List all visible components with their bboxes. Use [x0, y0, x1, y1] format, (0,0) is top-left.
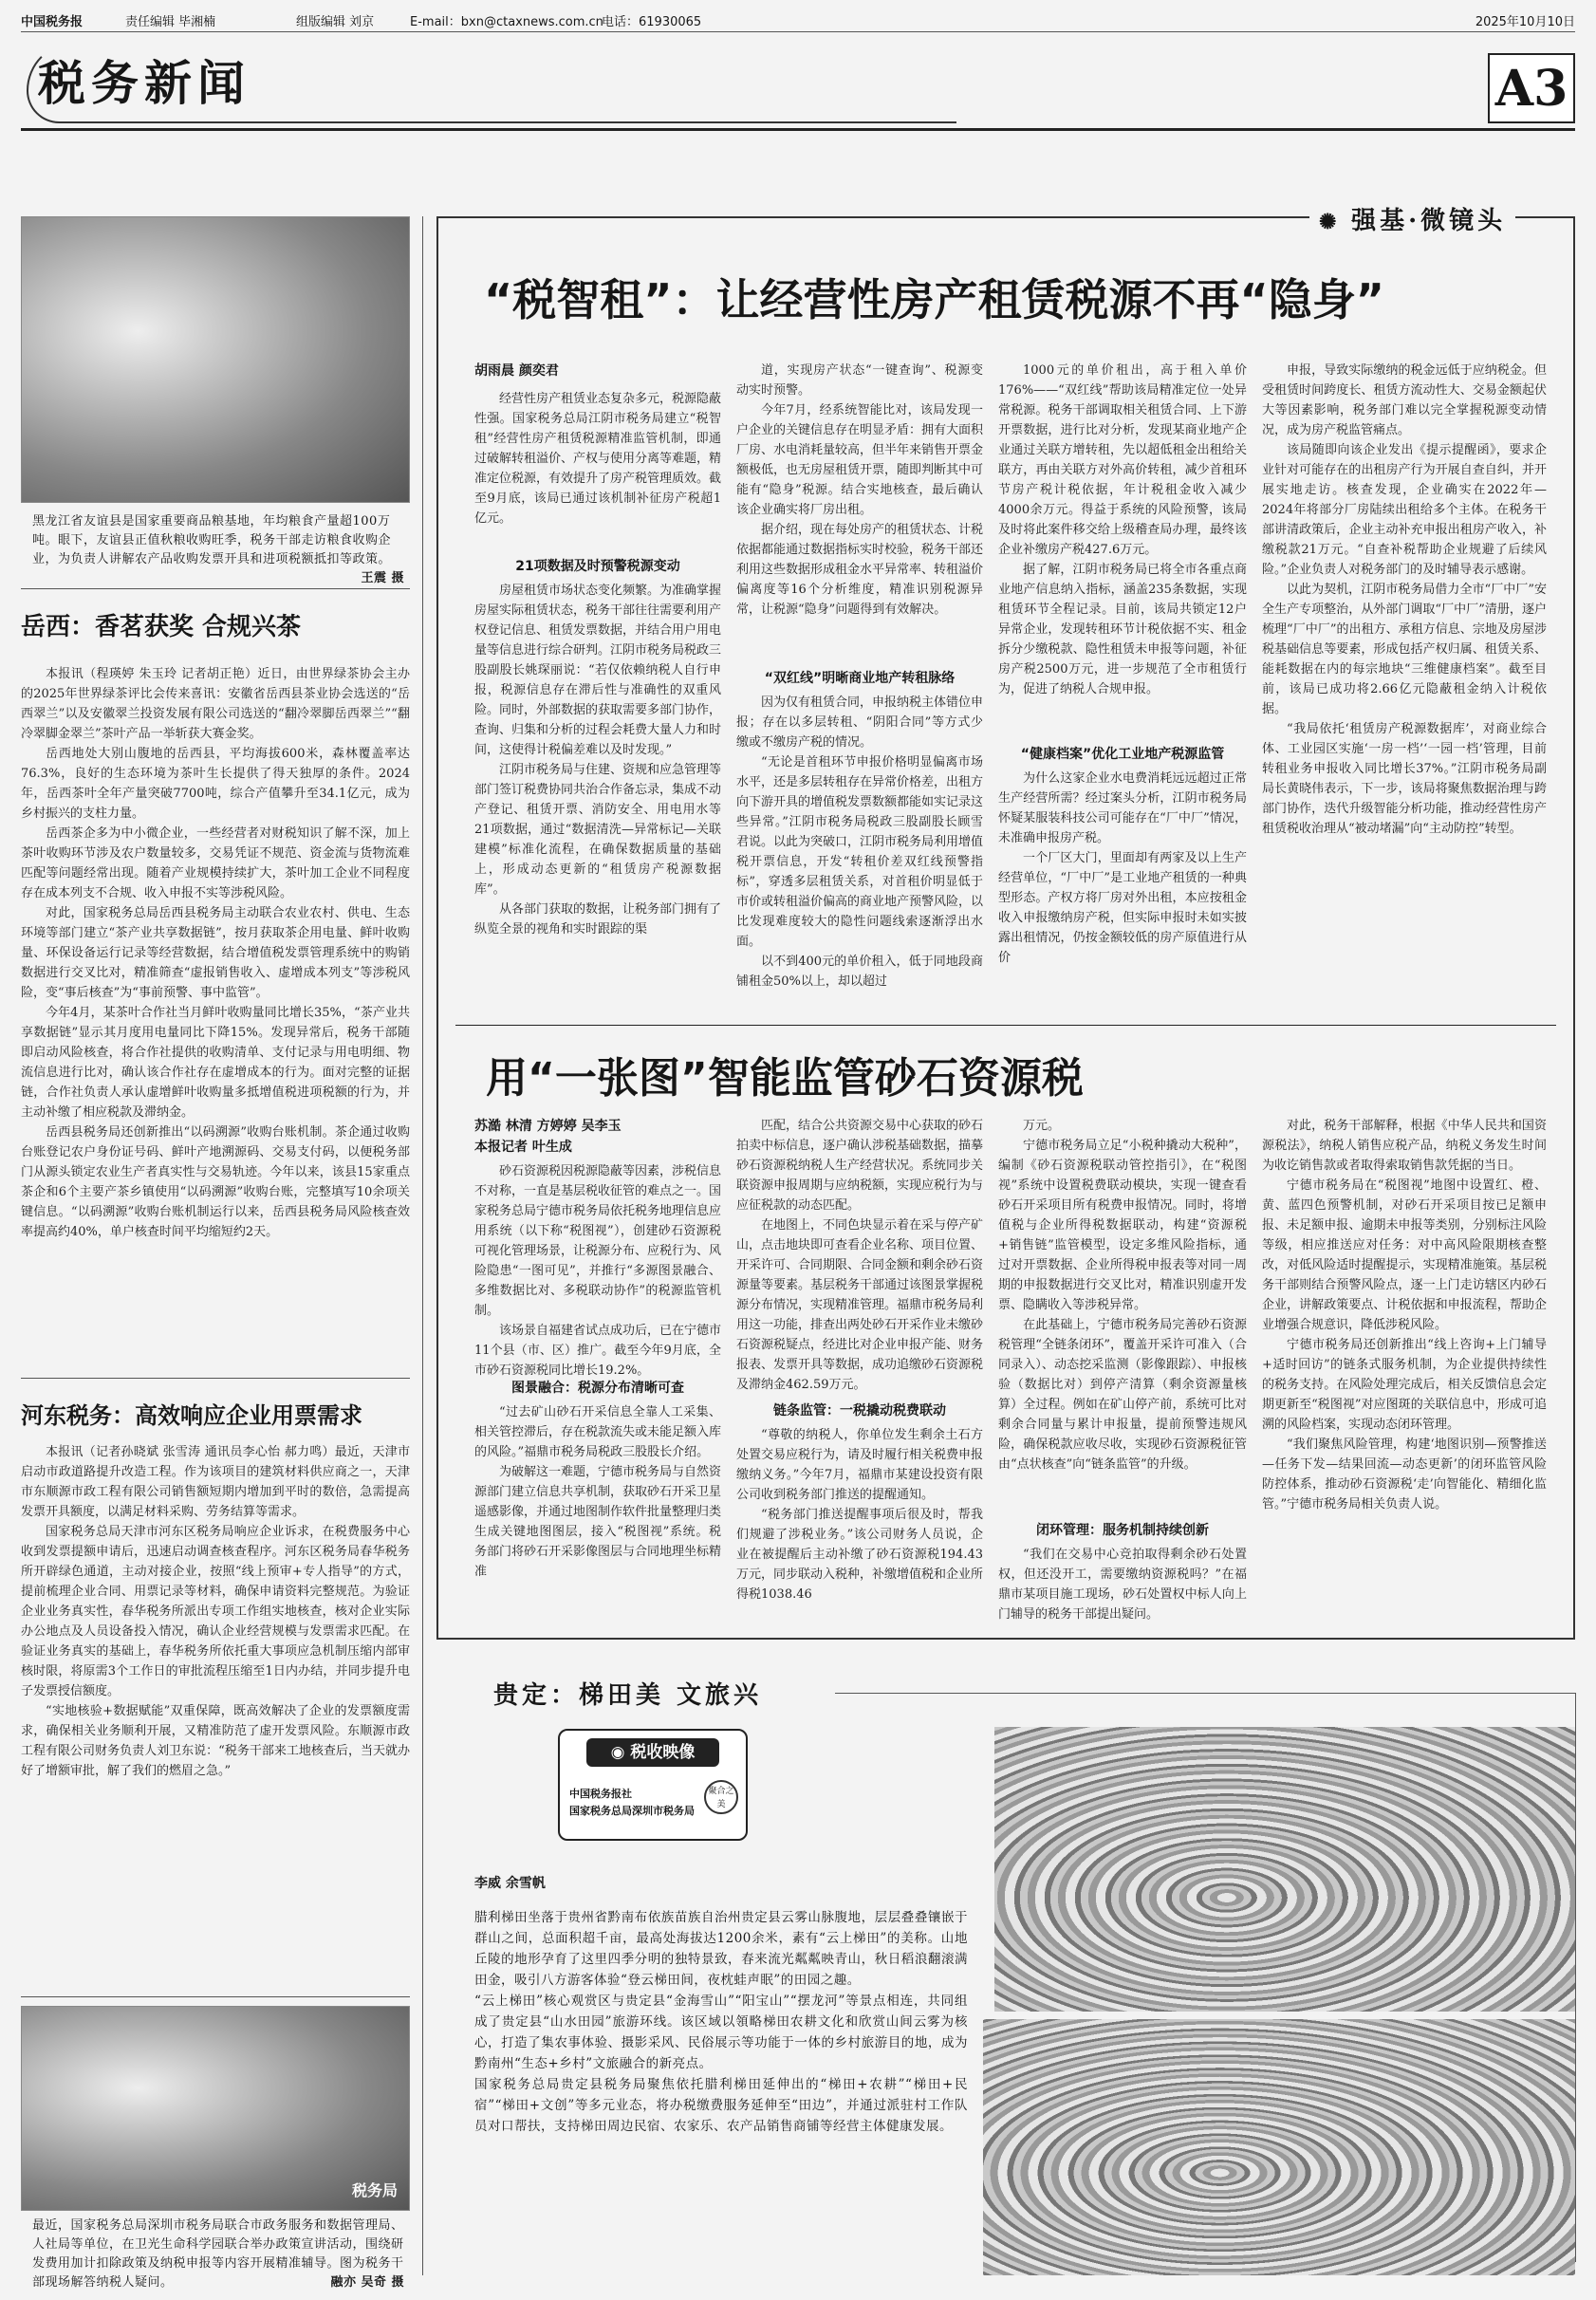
- a3-col1-text: 经营性房产租赁业态复杂多元，税源隐蔽性强。国家税务总局江阴市税务局建立“税智租”经营性房产租赁税源精准监管机制，即通过破解转租溢价、产权与使用分离等难题，精准定位税源，有效提升了房产税管理质效。截至9月底，该局已通过该机制补征房产税超1亿元。: [474, 392, 722, 526]
- photo2-credit: 融亦 吴奇 摄: [330, 2275, 404, 2290]
- paragraph: “过去矿山砂石开采信息全靠人工采集、相关管控滞后，存在税款流失或未能足额入库的风险。”福鼎市税务局税政三股股长介绍。: [474, 1405, 722, 1459]
- paragraph: 以此为契机，江阴市税务局借力全市“厂中厂”安全生产专项整治，从外部门调取“厂中厂”清册，逐户梳理“厂中厂”的出租方、承租方信息、宗地及房屋涉税基础信息等要素，形成包括产权归属、租赁关系、能耗数据在内的每宗地块“三维健康档案”。截至目前，该局已成功将2.66亿元隐蔽租金纳入计税依据。: [1262, 583, 1547, 716]
- tax-bureau-sign: 税务局: [351, 2181, 398, 2199]
- article2-body: [21, 1442, 410, 1993]
- paragraph: 因为仅有租赁合同，申报纳税主体错位申报；存在以多层转租、“阴阳合同”等方式少缴或不缴房产税的情况。: [736, 696, 984, 750]
- paragraph: “实地核验+数据赋能”双重保障，既高效解决了企业的发票额度需求，确保相关业务顺利开展，又精准防范了虚开发票风险。东顺源市政工程有限公司财务负责人刘卫东说：“税务干部来工地核查后，当天就办好了增额审批，解了我们的燃眉之急。”: [21, 1704, 410, 1778]
- paragraph: “无论是首租环节申报价格明显偏离市场水平，还是多层转租存在异常价格差，出租方向下游开具的增值税发票数额都能如实记录这些异常。”江阴市税务局税政三股副股长顾雪君说。以此为突破口，江阴市税务局利用增值税开票信息，开发“转租价差双红线预警指标”，穿透多层租赁关系，对首租价明显低于市价或转租溢价偏高的商业地产预警风险，以比发现难度较大的隐性问题线索逐渐浮出水面。: [736, 755, 984, 949]
- paragraph: 本报讯（记者孙晓斌 张雪涛 通讯员李心怡 郝力鸣）最近，天津市启动市政道路提升改造工程。作为该项目的建筑材料供应商之一，天津市东顺源市政工程有限公司销售额短期内增加到平时的数倍，急需提高发票开具额度，以满足材料采购、劳务结算等需求。: [21, 1445, 410, 1519]
- article4-title: 用“一张图”智能监管砂石资源税: [486, 1054, 1084, 1103]
- article4-byline-1: 苏澔 林清 方婷婷 吴李玉: [474, 1119, 622, 1134]
- photo1-caption: 黑龙江省友谊县是国家重要商品粮基地，年均粮食产量超100万吨。眼下，友谊县正值秋粮收购旺季，税务干部走访粮食收购企业，为负责人讲解农产品收购发票开具和进项税额抵扣等政策。 王震 摄: [32, 512, 404, 588]
- article1-body: [21, 664, 410, 1374]
- a3-subhead-2: “双红线”明晰商业地产转租脉络: [764, 671, 956, 686]
- terrace-photo-lower: [983, 2019, 1575, 2275]
- paragraph: 对此，国家税务总局岳西县税务局主动联合农业农村、供电、生态环境等部门建立“茶产业共享数据链”，按月获取茶企用电量、鲜叶收购量、环保设备运行记录等经营数据，结合增值税发票管理系统中的购销数据进行交叉比对，精准筛查“虚报销售收入、虚增成本列支”等涉税风险，变“事后核查”为“事前预警、事中监管”。: [21, 906, 410, 1000]
- brand-sub-1: 中国税务报社: [569, 1788, 632, 1800]
- photo-byline: 李威 余雪帆: [474, 1876, 546, 1891]
- paragraph: 万元。: [1023, 1119, 1061, 1133]
- paragraph: “我局依托‘租赁房产税源数据库’，对商业综合体、工业园区实施‘一房一档’‘一园一档’管理，目前转租业务申报收入同比增长37%。”江阴市税务局副局长黄晓伟表示，下一步，该局将聚焦数据治理与跨部门协作，迭代升级智能分析功能，推动经营性房产租赁税收治理从“被动堵漏”向“主动防控”转型。: [1262, 722, 1547, 836]
- a4-col3b-text: [998, 1545, 1247, 1621]
- a4-subhead-1: 图景融合：税源分布清晰可查: [511, 1381, 684, 1396]
- a4-col2-text: [736, 1116, 983, 1397]
- issue-date: 2025年10月10日: [1475, 15, 1575, 29]
- paragraph: 岳西地处大别山腹地的岳西县，平均海拔600米，森林覆盖率达76.3%，良好的生态环境为茶叶生长提供了得天独厚的条件。2024年，岳西茶叶全年产量突破7700吨，综合产值攀升至34.1亿元，成为乡村振兴的支柱力量。: [21, 747, 410, 821]
- paragraph: 本报讯（程瑛婷 朱玉玲 记者胡正艳）近日，由世界绿茶协会主办的2025年世界绿茶评比会传来喜讯：安徽省岳西县茶业协会选送的“岳西翠兰”以及安徽翠兰投资发展有限公司选送的“翻冷翠脚岳西翠兰”“翻冷翠脚金翠兰”茶叶产品一举斩获大赛金奖。: [21, 667, 410, 741]
- paragraph: 该场景自福建省试点成功后，已在宁德市11个县（市、区）推广。截至今年9月底，全市砂石资源税同比增长19.2%。: [474, 1324, 722, 1378]
- policy-briefing-photo: [21, 2006, 410, 2211]
- paragraph: 岳西茶企多为中小微企业，一些经营者对财税知识了解不深，加上茶叶收购环节涉及农户数量较多，交易凭证不规范、资金流与货物流难匹配等问题经常出现。随着产业规模持续扩大，茶叶加工企业不同程度存在成本列支不合规、收入申报不实等涉税风险。: [21, 826, 410, 900]
- paragraph: 据了解，江阴市税务局已将全市各重点商业地产信息纳入指标，涵盖235条数据，实现租赁环节全程记录。目前，该局共锁定12户异常企业，发现转租环节计税依据不实、租金拆分少缴税款、隐性租赁未申报等问题，补征房产税2500万元，进一步规范了全市租赁行为，促进了纳税人合规申报。: [998, 563, 1247, 696]
- paragraph: “我们聚焦风险管理，构建‘地图识别—预警推送—任务下发—结果回流—动态更新’的闭环监管风险防控体系，推动砂石资源税‘走’向智能化、精细化监管。”宁德市税务局相关负责人说。: [1262, 1438, 1547, 1512]
- paragraph: “我们在交易中心竞拍取得剩余砂石处置权，但还没开工，需要缴纳资源税吗？”在福鼎市某项目施工现场，砂石处置权中标人向上门辅导的税务干部提出疑问。: [998, 1548, 1247, 1622]
- paragraph: 今年7月，经系统智能比对，该局发现一户企业的关键信息存在明显矛盾：拥有大面积厂房、水电消耗量较高，但半年来销售开票金额极低，也无房屋租赁开票，随即判断其中可能有“隐身”税源。结合实地核查，最后确认该企业确实将厂房出租。: [736, 403, 984, 517]
- paragraph: 申报，导致实际缴纳的税金远低于应纳税金。但受租赁时间跨度长、租赁方流动性大、交易金额起伏大等因素影响，税务部门难以完全掌握税源变动情况，成为房产税监管痛点。: [1262, 363, 1547, 437]
- paragraph: 从各部门获取的数据，让税务部门拥有了纵览全景的视角和实时跟踪的渠: [474, 902, 722, 937]
- article1-title: 岳西：香茗获奖 合规兴茶: [21, 613, 302, 641]
- paragraph: 匹配，结合公共资源交易中心获取的砂石拍卖中标信息，逐户确认涉税基础数据，描摹砂石资源税纳税人生产经营状况。系统同步关联资源申报周期与应纳税额，实现应税行为与应征税款的动态匹配。: [736, 1119, 984, 1213]
- paragraph: 国家税务总局贵定县税务局聚焦依托腊利梯田延伸出的“梯田+农耕”“梯田+民宿”“梯田+文创”等多元业态，将办税缴费服务延伸至“田边”，并通过派驻村工作队员对口帮扶，支持梯田周边民宿、农家乐、农产品销售商铺等经营主体健康发展。: [474, 2077, 968, 2134]
- article4-byline-2: 本报记者 叶生成: [474, 1140, 572, 1155]
- masthead: [21, 36, 1575, 131]
- paragraph: 在此基础上，宁德市税务局完善砂石资源税管理“全链条闭环”，覆盖开采许可准入（合同录入）、动态挖采监测（影像跟踪）、申报核验（数据比对）到停产清算（剩余资源量核算）全过程。例如在矿山停产前，系统可比对剩余合同量与累计申报量，提前预警违规风险，确保税款应收尽收，实现砂石资源税征管由“点状核查”向“链条监管”的升级。: [998, 1318, 1247, 1472]
- terrace-caption: [474, 1907, 968, 2268]
- paragraph: 该局随即向该企业发出《提示提醒函》，要求企业针对可能存在的出租房产行为开展自查自纠，并开展实地走访。核查发现，企业确实在2022年—2024年将部分厂房陆续出租给多个主体。在税务干部讲清政策后，企业主动补充申报出租房产收入，补缴税款21万元。“自查补税帮助企业规避了后续风险。”企业负责人对税务部门的及时辅导表示感谢。: [1262, 443, 1547, 577]
- paragraph: 为什么这家企业水电费消耗远远超过正常生产经营所需？经过案头分析，江阴市税务局怀疑某服装科技公司可能存在“厂中厂”情况，未准确申报房产税。: [998, 771, 1247, 845]
- a3-col2-text: [736, 361, 983, 664]
- a4-col1b-text: [474, 1402, 721, 1621]
- paragraph: 腊利梯田坐落于贵州省黔南布依族苗族自治州贵定县云雾山脉腹地，层层叠叠镶嵌于群山之间，总面积超千亩，最高处海拔达1200余米，素有“云上梯田”的美称。山地丘陵的地形孕育了这里四季分明的独特景致，春来流光粼粼映青山，秋日稻浪翻滚满田金，吸引八方游客体验“登云梯田间，夜枕蛙声眠”的田园之趣。: [474, 1910, 968, 1988]
- paragraph: “云上梯田”核心观赏区与贵定县“金海雪山”“阳宝山”“摆龙河”等景点相连，共同组成了贵定县“山水田园”旅游环线。该区域以領略梯田农耕文化和欣赏山间云雾为核心，打造了集农事体验、摄影采风、民俗展示等功能于一体的乡村旅游目的地，成为黔南州“生态+乡村”文旅融合的新亮点。: [474, 1994, 968, 2071]
- page-number: A3: [1488, 53, 1575, 123]
- a3-col3-text: [998, 361, 1247, 740]
- paragraph: 宁德市税务局还创新推出“线上咨询+上门辅导+适时回访”的链条式服务机制，为企业提供持续性的税务支持。在风险处理完成后，相关反馈信息会定期更新至“税图视”对应图斑的关联信息中，形成可追溯的风险档案，实现动态闭环管理。: [1262, 1338, 1547, 1432]
- a4-col4-text: [1262, 1116, 1547, 1621]
- article3-title: “税智租”：让经营性房产租赁税源不再“隐身”: [484, 274, 1384, 325]
- a3-col2b-text: [736, 693, 983, 1013]
- grain-purchase-photo: [21, 216, 410, 503]
- photo-banner: 贵定：梯田美 文旅兴: [493, 1681, 763, 1710]
- section-title: 税务新闻: [38, 55, 251, 111]
- email: E-mail：bxn@ctaxnews.com.cn: [410, 15, 603, 29]
- photo1-credit: 王震 摄: [361, 571, 404, 585]
- brand-sub-2: 国家税务总局深圳市税务局: [569, 1805, 695, 1817]
- layout-editor: 组版编辑 刘京: [296, 15, 375, 29]
- a4-subhead-3: 闭环管理：服务机制持续创新: [1036, 1523, 1209, 1538]
- paragraph: 岳西县税务局还创新推出“以码溯源”收购台账机制。茶企通过收购台账登记农户身份证号码、鲜叶产地溯源码、交易支付码，以便税务部门从源头锁定农业生产者真实性与交易轨迹。今年以来，该县15家重点茶企和6个主要产茶乡镇使用“以码溯源”收购台账，完整填写10余项关键信息。“以码溯源”收购台账机制运行以来，岳西县税务局风险核查效率提高约40%，单户核查时间平均缩短约2天。: [21, 1125, 410, 1239]
- sun-icon: ✺: [1319, 210, 1352, 234]
- brand-label: ◉ 税收映像: [586, 1738, 719, 1767]
- brand-box: [558, 1729, 748, 1841]
- paragraph: 在地图上，不同色块显示着在采与停产矿山，点击地块即可查看企业名称、项目位置、开采许可、合同期限、合同金额和剩余砂石资源量等要素。基层税务干部通过该图景掌握税源分布情况，实现精准管理。福鼎市税务局利用这一功能，排查出两处砂石开采作业未缴砂石资源税疑点，经进比对企业申报产能、财务报表、发票开具等数据，成功追缴砂石资源税及滞纳金462.59万元。: [736, 1218, 984, 1392]
- paragraph: “尊敬的纳税人，你单位发生剩余土石方处置交易应税行为，请及时履行相关税费申报缴纳义务。”今年7月，福鼎市某建设投资有限公司收到税务部门推送的提醒通知。: [736, 1428, 984, 1502]
- phone: 电话：61930065: [602, 15, 702, 29]
- top-info-bar: [21, 8, 1575, 32]
- paragraph: 对此，税务干部解释，根据《中华人民共和国资源税法》，纳税人销售应税产品，纳税义务发生时间为收讫销售款或者取得索取销售款凭据的当日。: [1262, 1119, 1547, 1173]
- paragraph: 一个厂区大门，里面却有两家及以上生产经营单位，“厂中厂”是工业地产租赁的一种典型形态。产权方将厂房对外出租，本应按租金收入申报缴纳房产税，但实际申报时未如实披露出租情况，仍按金额较低的房产原值进行从价: [998, 851, 1247, 965]
- seal-icon: 聚合之美: [704, 1780, 738, 1814]
- paragraph: 砂石资源税因税源隐蔽等因素，涉税信息不对称，一直是基层税收征管的难点之一。国家税务总局宁德市税务局依托税务地理信息应用系统（以下称“税图视”），创建砂石资源税可视化管理场景，让税源分布、应税行为、风险隐患“一图可见”，并推行“多源图景融合、多维数据比对、多税联动协作”的税源监管机制。: [474, 1164, 722, 1318]
- paragraph: 宁德市税务局在“税图视”地图中设置红、橙、黄、蓝四色预警机制，对砂石开采项目按已足额申报、未足额申报、逾期未申报等类别，分别标注风险等级，相应推送应对任务：对中高风险限期核查整改，对低风险适时提醒提示，实现精准施策。基层税务干部则结合预警风险点，逐一上门走访辖区内砂石企业，讲解政策要点、计税依据和申报流程，帮助企业增强合规意识，降低涉税风险。: [1262, 1178, 1547, 1332]
- a3-col1b-text: [474, 581, 721, 1013]
- paragraph: 今年4月，某茶叶合作社当月鲜叶收购量同比增长35%，“茶产业共享数据链”显示其月度用电量同比下降15%。发现异常后，税务干部随即启动风险核查，将合作社提供的收购清单、支付记录与用电明细、物流信息进行比对，确认该合作社存在虚增成本的行为。面对完整的证据链，合作社负责人承认虚增鲜叶收购量多抵增值税进项税额的行为，并主动补缴了相应税款及滞纳金。: [21, 1006, 410, 1120]
- terrace-photo: [994, 1727, 1575, 2012]
- paragraph: “税务部门推送提醒事项后很及时，帮我们规避了涉税业务。”该公司财务人员说，企业在被提醒后主动补缴了砂石资源税194.43万元，同步联动入税种，补缴增值税和企业所得税1038.46: [736, 1508, 984, 1602]
- a3-col4-text: [1262, 361, 1547, 1013]
- paragraph: 据介绍，现在每处房产的租赁状态、计税依据都能通过数据指标实时校验，税务干部还利用这些数据形成租金水平异常率、转租溢价偏离度等16个分析维度，精准识别税源异常，让税源“隐身”问题得到有效解决。: [736, 523, 984, 617]
- a3-subhead-1: 21项数据及时预警税源变动: [515, 559, 680, 574]
- a3-subhead-3: “健康档案”优化工业地产税源监管: [1020, 747, 1225, 762]
- responsible-editor: 责任编辑 毕湘楠: [125, 15, 216, 29]
- photo2-caption: 最近，国家税务总局深圳市税务局联合市政务服务和数据管理局、人社局等单位，在卫光生命科学园联合举办政策宣讲活动，围绕研发费用加计扣除政策及纳税申报等内容开展精准辅导。图为税务干部现场解答纳税人疑问。 融亦 吴奇 摄: [32, 2217, 404, 2292]
- article2-title: 河东税务：高效响应企业用票需求: [21, 1402, 362, 1429]
- a4-col2b-text: [736, 1425, 983, 1621]
- paragraph: 1000元的单价租出，高于租入单价176%——“双红线”帮助该局精准定位一处异常税源。税务干部调取相关租赁合同、上下游开票数据，进行比对分析，发现某商业地产企业通过关联方增转租，先以超低租金出租给关联方，再由关联方对外高价转租，减少首租环节房产税计税依据，年计税租金收入减少4000余万元。得益于系统的风险预警，该局及时将此案件移交给上级稽查局办理，最终该企业补缴房产税427.6万元。: [998, 363, 1247, 557]
- camera-icon: ◉: [610, 1743, 631, 1762]
- column-tag: ✺ 强基·微镜头: [1309, 201, 1515, 236]
- paragraph: 道，实现房产状态“一键查询”、税源变动实时预警。: [736, 363, 983, 398]
- article3-byline: 胡雨晨 颜奕君: [474, 363, 559, 379]
- a3-col3b-text: [998, 769, 1247, 1013]
- paragraph: 国家税务总局天津市河东区税务局响应企业诉求，在税费服务中心收到发票提额申请后，迅速启动调查核查程序。河东区税务局春华税务所开辟绿色通道，主动对接企业，按照“线上预审+专人指导”的方式，提前梳理企业合同、用票记录等材料，确保申请资料完整规范。为验证企业业务真实性，春华税务所派出专项工作组实地核查，核对企业实际办公地点及人员设备投入情况，确认企业经营规模与发票需求匹配。在验证业务真实的基础上，春华税务所依托重大事项应急机制压缩内部审核时限，将原需3个工作日的审批流程压缩至1日内办结，并同步提升电子发票授信额度。: [21, 1525, 410, 1698]
- paragraph: 以不到400元的单价租入，低于同地段商铺租金50%以上，却以超过: [736, 955, 983, 989]
- paragraph: 房屋租赁市场状态变化频繁。为准确掌握房屋实际租赁状态，税务干部往往需要利用产权登记信息、租赁发票数据，并结合用户用电量等信息进行综合研判。江阴市税务局税政三股副股长姚琛丽说：“若仅依赖纳税人自行申报，税源信息存在滞后性与准确性的双重风险。同时，外部数据的获取需要多部门协作，查询、归集和分析的过程会耗费大量人力和时间，这使得计税偏差难以及时发现。”: [474, 584, 722, 757]
- paragraph: 江阴市税务局与住建、资规和应急管理等部门签订税费协同共治合作备忘录，集成不动产登记、租赁开票、消防安全、用电用水等21项数据，通过“数据清洗—异常标记—关联建模”标准化流程，在确保数据质量的基础上，形成动态更新的“租赁房产税源数据库”。: [474, 763, 722, 897]
- paragraph: 为破解这一难题，宁德市税务局与自然资源部门建立信息共享机制，获取砂石开采卫星遥感影像，并通过地图制作软件批量整理归类生成关键地图图层，接入“税图视”系统。税务部门将砂石开采影像图层与合同地理坐标精准: [474, 1465, 722, 1579]
- paper-name: 中国税务报: [21, 15, 84, 29]
- a4-col1-text: [474, 1161, 721, 1376]
- paragraph: 宁德市税务局立足“小税种撬动大税种”，编制《砂石资源税联动管控指引》，在“税图视”系统中设置税费联动模块，实现一键查看砂石开采项目所有税费申报情况。同时，将增值税与企业所得税数据联动，构建“资源税+销售链”监管模型，设定多维风险指标，通过对开票数据、企业所得税申报表等对同一周期的申报数据进行交叉比对，精准识别虚开发票、隐瞒收入等涉税异常。: [998, 1139, 1247, 1312]
- a4-col3-text: [998, 1116, 1247, 1516]
- a4-subhead-2: 链条监管：一税撬动税费联动: [773, 1403, 946, 1419]
